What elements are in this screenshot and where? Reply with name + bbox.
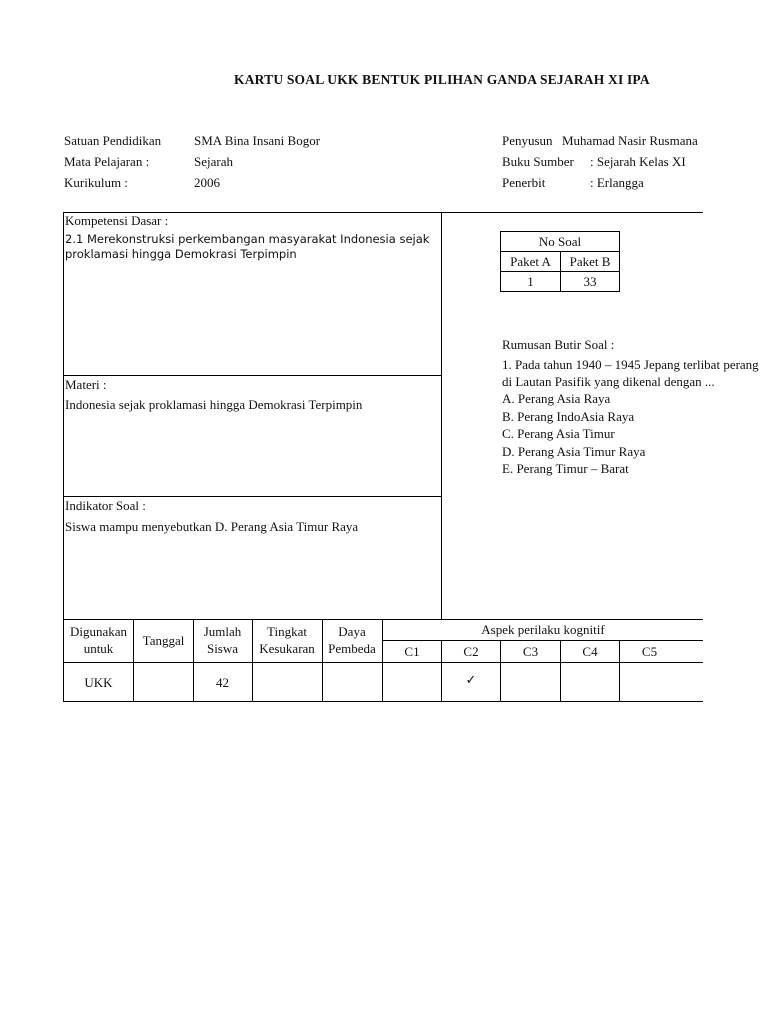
paket-a-value: 1: [501, 272, 561, 292]
penerbit-label: Penerbit: [502, 175, 546, 190]
indikator-label: Indikator Soal :: [65, 498, 146, 513]
paket-b-header: Paket B: [561, 252, 620, 272]
jumlah-header-line2: Siswa: [206, 641, 239, 656]
question-line-2: di Lautan Pasifik yang dikenal dengan ...: [502, 374, 715, 389]
kompetensi-materi-divider: [63, 375, 441, 376]
paket-a-header: Paket A: [501, 252, 561, 272]
question-line-1: 1. Pada tahun 1940 – 1945 Jepang terlibat perang: [502, 357, 759, 372]
level-c5: C5: [641, 644, 658, 659]
kurikulum-value: 2006: [194, 175, 220, 190]
buku-sumber-value: : Sejarah Kelas XI: [590, 154, 686, 169]
no-soal-header: No Soal: [501, 232, 620, 252]
bottom-table-top-border: [63, 619, 703, 620]
row-jumlah: 42: [216, 675, 229, 690]
checkmark-icon: ✓: [465, 673, 477, 688]
option-e: E. Perang Timur – Barat: [502, 461, 629, 476]
digunakan-header-line2: untuk: [83, 641, 114, 656]
aspek-divider: [383, 640, 703, 641]
kompetensi-text: 2.1 Merekonstruksi perkembangan masyarakat Indonesia sejak proklamasi hingga Demokrasi Terpimpin: [65, 232, 430, 261]
frame-middle-divider: [441, 212, 442, 619]
penyusun-value: Muhamad Nasir Rusmana: [562, 133, 698, 148]
materi-label: Materi :: [65, 377, 107, 392]
row-digunakan: UKK: [84, 675, 113, 690]
tanggal-header: Tanggal: [142, 633, 185, 648]
digunakan-header-line1: Digunakan: [69, 624, 128, 639]
option-c: C. Perang Asia Timur: [502, 426, 615, 441]
aspek-header: Aspek perilaku kognitif: [481, 622, 605, 637]
mata-pelajaran-label: Mata Pelajaran :: [64, 154, 150, 169]
buku-sumber-label: Buku Sumber: [502, 154, 574, 169]
kompetensi-label: Kompetensi Dasar :: [65, 213, 169, 228]
rumusan-label: Rumusan Butir Soal :: [502, 337, 615, 352]
kurikulum-label: Kurikulum :: [64, 175, 128, 190]
penerbit-value: : Erlangga: [590, 175, 644, 190]
option-a: A. Perang Asia Raya: [502, 391, 611, 406]
no-soal-table: [500, 231, 620, 292]
bottom-table-bottom-border: [63, 701, 703, 702]
satuan-pendidikan-value: SMA Bina Insani Bogor: [194, 133, 321, 148]
daya-header-line1: Daya: [338, 624, 366, 639]
level-c2: C2: [463, 644, 479, 659]
satuan-pendidikan-label: Satuan Pendidikan: [64, 133, 162, 148]
level-c3: C3: [522, 644, 539, 659]
tingkat-header-line1: Tingkat: [267, 624, 307, 639]
option-d: D. Perang Asia Timur Raya: [502, 443, 646, 459]
level-c1: C1: [404, 644, 420, 659]
paket-b-value: 33: [561, 272, 620, 292]
tingkat-header-line2: Kesukaran: [259, 641, 315, 656]
option-b: B. Perang IndoAsia Raya: [502, 408, 635, 424]
daya-header-line2: Pembeda: [328, 641, 376, 656]
bottom-table-header-divider: [63, 662, 703, 663]
mata-pelajaran-value: Sejarah: [194, 154, 233, 169]
materi-text: Indonesia sejak proklamasi hingga Demokrasi Terpimpin: [65, 397, 363, 412]
level-c4: C4: [582, 644, 598, 659]
jumlah-header-line1: Jumlah: [203, 624, 242, 639]
indikator-text: Siswa mampu menyebutkan D. Perang Asia Timur Raya: [65, 519, 359, 534]
materi-indikator-divider: [63, 496, 441, 497]
penyusun-label: Penyusun: [502, 133, 553, 148]
page-title: KARTU SOAL UKK BENTUK PILIHAN GANDA SEJARAH XI IPA: [234, 72, 650, 87]
